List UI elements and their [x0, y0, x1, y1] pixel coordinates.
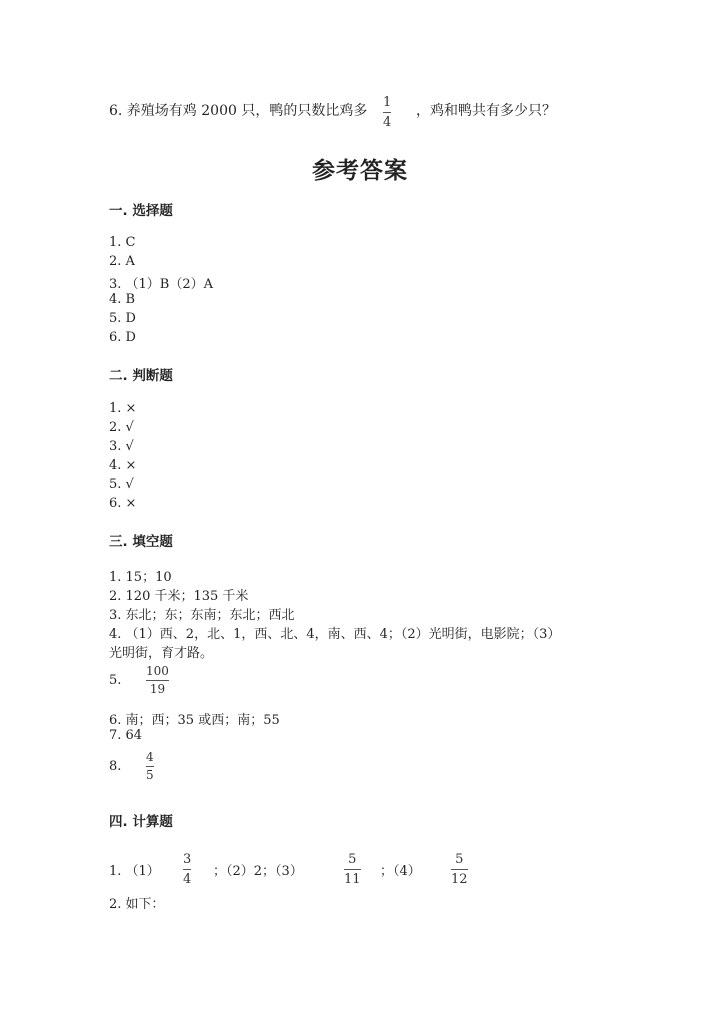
fraction-numerator: 100: [146, 664, 169, 678]
list-item: 6. ×: [109, 496, 137, 511]
fraction-3-4: [183, 852, 191, 887]
list-item: 3. √: [109, 439, 134, 454]
list-item: 4. B: [109, 292, 136, 307]
list-item: 3. 东北；东；东南；东北；西北: [109, 608, 295, 623]
list-item: 1. 15；10: [109, 570, 172, 585]
section-heading-fill-blank: 三. 填空题: [109, 534, 173, 550]
list-item: 4. （1）西、2，北、1，西、北、4，南、西、4；（2）光明街，电影院；（3）: [109, 627, 561, 642]
list-item: 3. （1）B（2）A: [109, 277, 214, 292]
calc-item-1-part3: ；（4）: [380, 864, 421, 879]
list-item: 1. ×: [109, 401, 137, 416]
list-item: 2. 120 千米；135 千米: [109, 589, 249, 604]
question-6-text-end: ，鸡和鸭共有多少只？: [416, 103, 556, 119]
fraction-bar: [451, 869, 468, 870]
fraction-100-19: [146, 665, 169, 696]
fraction-bar: [344, 869, 361, 870]
fraction-denominator: 19: [149, 682, 166, 696]
fraction-denominator: 11: [344, 872, 361, 887]
fraction-denominator: 12: [451, 872, 468, 887]
fraction-bar: [146, 766, 154, 767]
section-heading-choice: 一. 选择题: [109, 203, 173, 219]
list-item: 5. √: [109, 477, 134, 492]
fraction-numerator: 3: [183, 852, 192, 867]
answer-title: 参考答案: [312, 158, 408, 184]
list-item: 5.: [109, 673, 122, 688]
fraction-denominator: 4: [183, 872, 192, 887]
list-item: 6. D: [109, 330, 136, 345]
calc-item-1-part2: ；（2）2；（3）: [213, 864, 303, 879]
fraction-numerator: 5: [455, 852, 464, 867]
question-6-text: 6. 养殖场有鸡 2000 只，鸭的只数比鸡多: [109, 103, 368, 119]
fraction-numerator: 4: [146, 750, 154, 764]
calc-item-1-part1: 1. （1）: [109, 864, 160, 879]
list-item-continuation: 光明街，育才路。: [109, 646, 214, 661]
list-item: 2. √: [109, 420, 134, 435]
fraction-numerator: 1: [383, 95, 392, 110]
fraction-bar: [146, 680, 169, 681]
list-item: 1. C: [109, 235, 136, 250]
list-item: 6. 南；西；35 或西；南；55: [109, 713, 280, 728]
fraction-bar: [383, 112, 391, 113]
section-heading-judgment: 二. 判断题: [109, 368, 173, 384]
list-item: 4. ×: [109, 458, 137, 473]
fraction-denominator: 4: [383, 115, 392, 130]
question-6-fraction: [383, 95, 391, 130]
fraction-numerator: 5: [348, 852, 357, 867]
fraction-5-11: [344, 852, 361, 887]
section-heading-calculation: 四. 计算题: [109, 814, 173, 830]
fraction-5-12: [451, 852, 468, 887]
calc-item-2: 2. 如下：: [109, 897, 165, 912]
fraction-4-5: [146, 751, 154, 782]
fraction-denominator: 5: [146, 768, 154, 782]
list-item: 5. D: [109, 311, 136, 326]
list-item: 8.: [109, 759, 122, 774]
fraction-bar: [183, 869, 191, 870]
list-item: 7. 64: [109, 728, 143, 743]
list-item: 2. A: [109, 254, 135, 269]
